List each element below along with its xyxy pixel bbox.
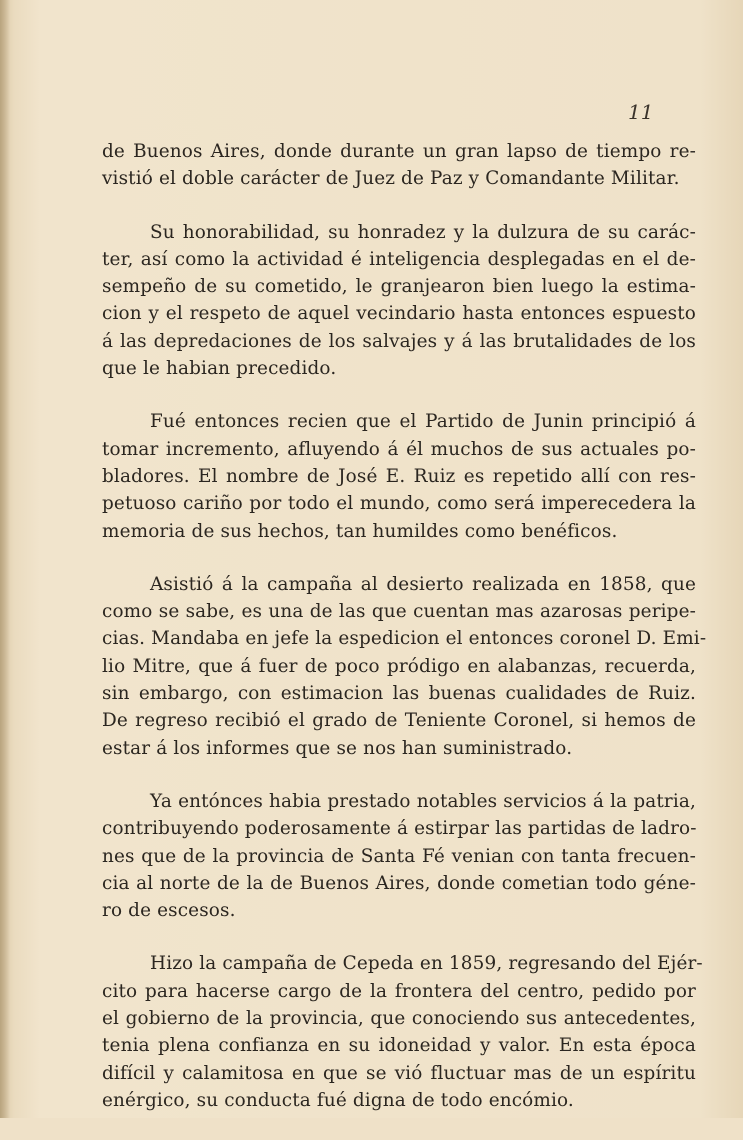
text-line: Fué entonces recien que el Partido de Junin principió á (150, 411, 696, 433)
text-line: estar á los informes que se nos han suministrado. (102, 737, 573, 759)
text-line: que le habian precedido. (102, 358, 337, 380)
page-number: 11 (628, 100, 654, 124)
text-line: como se sabe, es una de las que cuentan mas azarosas peripe- (102, 601, 696, 623)
text-line: bladores. El nombre de José E. Ruiz es repetido allí con res- (102, 465, 696, 487)
text-line: memoria de sus hechos, tan humildes como benéficos. (102, 520, 618, 542)
text-line: el gobierno de la provincia, que conociendo sus antecedentes, (102, 1008, 696, 1030)
paragraph (102, 219, 696, 383)
text-line: difícil y calamitosa en que se vió fluctuar mas de un espíritu (102, 1062, 696, 1084)
text-line: cito para hacerse cargo de la frontera del centro, pedido por (102, 980, 696, 1002)
text-line: cia al norte de la de Buenos Aires, donde cometian todo géne- (102, 872, 696, 894)
text-line: cias. Mandaba en jefe la espedicion el entonces coronel D. Emi- (102, 628, 707, 650)
text-line: tomar incremento, afluyendo á él muchos de sus actuales po- (102, 438, 696, 460)
text-line: á las depredaciones de los salvajes y á las brutalidades de los (102, 330, 696, 352)
paragraph (102, 408, 696, 544)
text-line: sin embargo, con estimacion las buenas cualidades de Ruiz. (102, 683, 696, 705)
text-line: Ya entónces habia prestado notables servicios á la patria, (150, 790, 696, 812)
text-line: Asistió á la campaña al desierto realizada en 1858, que (150, 573, 696, 595)
paragraph (102, 788, 696, 924)
page-body (102, 138, 707, 1140)
text-line: tenia plena confianza en su idoneidad y valor. En esta época (102, 1035, 696, 1057)
text-line: ter, así como la actividad é inteligencia desplegadas en el de- (102, 248, 696, 270)
paragraph (102, 571, 707, 762)
text-line: cion y el respeto de aquel vecindario hasta entonces espuesto (102, 303, 696, 325)
paragraph (102, 138, 696, 193)
text-line: lio Mitre, que á fuer de poco pródigo en alabanzas, recuerda, (102, 655, 696, 677)
paragraph (102, 950, 703, 1114)
text-line: petuoso cariño por todo el mundo, como será imperecedera la (102, 493, 696, 515)
text-line: sempeño de su cometido, le granjearon bien luego la estima- (102, 276, 696, 298)
text-line: Hizo la campaña de Cepeda en 1859, regresando del Ejér- (150, 953, 703, 975)
page-edge-shadow (0, 0, 10, 1118)
text-line: De regreso recibió el grado de Teniente Coronel, si hemos de (102, 710, 696, 732)
text-line: vistió el doble carácter de Juez de Paz y Comandante Militar. (102, 168, 680, 190)
text-line: Su honorabilidad, su honradez y la dulzura de su carác- (150, 221, 696, 243)
text-line: nes que de la provincia de Santa Fé venian con tanta frecuen- (102, 845, 696, 867)
text-line: ro de escesos. (102, 900, 236, 922)
text-line: enérgico, su conducta fué digna de todo encómio. (102, 1089, 574, 1111)
text-line: contribuyendo poderosamente á estirpar las partidas de ladro- (102, 818, 697, 840)
text-line: de Buenos Aires, donde durante un gran lapso de tiempo re- (102, 141, 696, 162)
